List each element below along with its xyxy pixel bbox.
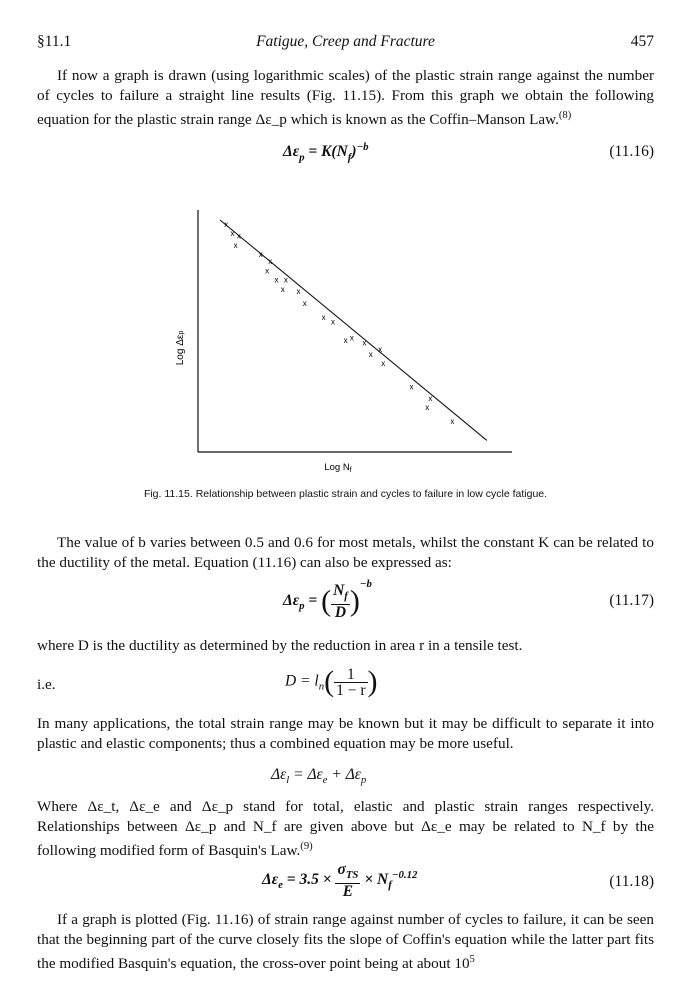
total-mid: = Δε <box>289 766 323 783</box>
data-point-6: x <box>268 257 273 267</box>
data-point-16: x <box>343 335 348 345</box>
data-point-18: x <box>378 345 383 355</box>
data-point-23: x <box>425 403 430 413</box>
total-strain-equation <box>271 766 366 786</box>
eq-1117-num-sub: f <box>344 589 348 602</box>
eq-1117-sub: p <box>299 600 305 613</box>
data-point-17: x <box>362 338 367 348</box>
section-number: §11.1 <box>37 33 72 50</box>
data-point-12: x <box>302 298 307 308</box>
ie-frac-den: 1 − r <box>336 681 366 699</box>
data-point-21: x <box>409 382 414 392</box>
eq-1118-exp: −0.12 <box>391 868 418 881</box>
x-axis-label: Log $N_f$ <box>324 462 352 474</box>
eq-1117-lhs: Δε <box>283 592 300 609</box>
ie-label: i.e. <box>37 676 56 693</box>
eq-1116-rhs: = K(N <box>304 143 348 161</box>
ie-sub: n <box>318 680 325 693</box>
data-point-8: x <box>274 275 279 285</box>
eq-1118-n-sub: f <box>388 879 392 892</box>
eq-1116-lhs: Δε <box>283 143 300 161</box>
equation-11-16 <box>283 141 369 163</box>
eq-1118-mid: = 3.5 × <box>282 871 336 889</box>
total-plus: + Δε <box>327 766 361 783</box>
paragraph-3: where D is the ductility as determined by the reduction in area r in a tensile test. <box>37 637 523 654</box>
data-point-24: x <box>450 417 455 427</box>
equation-number-11-18: (11.18) <box>609 873 654 890</box>
equation-11-17: $\Delta\varepsilon_p$ = ( $\frac{N_f}{D}$ )$^{-b}$ <box>283 578 372 621</box>
eq-1116-sub2: f <box>347 151 352 164</box>
paragraph-4: In many applications, the total strain range may be known but it may be difficult to separate it into plastic and elastic components; thus a combined equation may be more useful. <box>37 715 654 752</box>
eq-1116-exp: −b <box>356 141 369 153</box>
eq-1118-num-sub: TS <box>345 869 359 882</box>
ductility-equation: $D = l_n$( $\frac{1}{1 - r}$ ) <box>285 665 378 699</box>
eq-1117-num: N <box>333 581 345 599</box>
data-point-14: x <box>331 317 336 327</box>
paragraph-1-text: If now a graph is drawn (using logarithmic scales) of the plastic strain range against the number of cycles to failure a straight line results (Fig. 11.15). From this graph we obtain the following equation for the plastic strain range Δε_p which is known as the Coffin–Manson Law. <box>37 67 654 129</box>
eq-1117-eq: = <box>304 592 322 609</box>
eq-1117-exp: −b <box>359 578 372 590</box>
paragraph-1 <box>37 66 654 130</box>
equation-11-18 <box>262 862 417 899</box>
eq-1118-sub: e <box>278 879 283 892</box>
scatter-points <box>224 220 454 426</box>
y-axis-label: Log Δεp <box>175 330 186 366</box>
data-point-3: x <box>236 231 241 241</box>
total-a-sub: l <box>286 774 290 787</box>
eq-1116-sub: p <box>299 151 305 164</box>
data-point-19: x <box>368 349 373 359</box>
data-point-5: x <box>258 250 263 260</box>
reference-8: (8) <box>558 110 572 121</box>
eq-1116-close: ) <box>351 143 357 161</box>
data-point-4: x <box>233 240 238 250</box>
data-point-1: x <box>224 219 229 229</box>
data-point-2: x <box>230 229 235 239</box>
ie-lhs: D = l <box>285 672 319 690</box>
data-point-11: x <box>296 287 301 297</box>
eq-1118-times: × N <box>360 871 389 889</box>
total-c-sub: p <box>360 774 367 787</box>
data-point-15: x <box>349 333 354 343</box>
paragraph-5-text: Where Δε_t, Δε_e and Δε_p stand for total, elastic and plastic strain ranges respectively. Relationships between Δε_p and N_f are given above but Δε_e may be related to N_f by the following modified form of Basquin's Law. <box>37 798 654 860</box>
page-number: 457 <box>630 33 654 50</box>
running-title: Fatigue, Creep and Fracture <box>256 33 435 50</box>
data-point-13: x <box>321 312 326 322</box>
total-b-sub: e <box>322 774 328 787</box>
equation-number-11-17: (11.17) <box>609 592 654 609</box>
eq-1118-lhs: Δε <box>262 871 279 889</box>
equation-number-11-16: (11.16) <box>609 143 654 160</box>
paragraph-2: The value of b varies between 0.5 and 0.6 for most metals, whilst the constant K can be related to the ductility of the metal. Equation (11.16) can also be expressed as: <box>37 534 654 571</box>
paragraph-6 <box>37 910 654 974</box>
data-point-22: x <box>428 393 433 403</box>
data-point-10: x <box>280 284 285 294</box>
reference-9: (9) <box>300 841 313 852</box>
paragraph-5 <box>37 797 654 861</box>
eq-1117-den: D <box>334 603 347 621</box>
data-point-9: x <box>283 275 288 285</box>
data-point-7: x <box>265 266 270 276</box>
figure-caption: Fig. 11.15. Relationship between plastic strain and cycles to failure in low cycle fatigue. <box>143 488 548 500</box>
eq-1118-den: E <box>342 883 354 901</box>
ie-frac-num: 1 <box>334 667 367 683</box>
paragraph-6-exponent: 5 <box>469 954 475 965</box>
total-a: Δε <box>271 766 287 783</box>
paragraph-6-text: If a graph is plotted (Fig. 11.16) of strain range against number of cycles to failure, it can be seen that the beginning part of the curve closely fits the slope of Coffin's equation while the latter part fits the modified Basquin's equation, the cross-over point being at about 10 <box>37 911 654 973</box>
data-point-20: x <box>381 359 386 369</box>
eq-1118-num: σ <box>337 861 346 878</box>
figure-11-15 <box>150 200 550 480</box>
